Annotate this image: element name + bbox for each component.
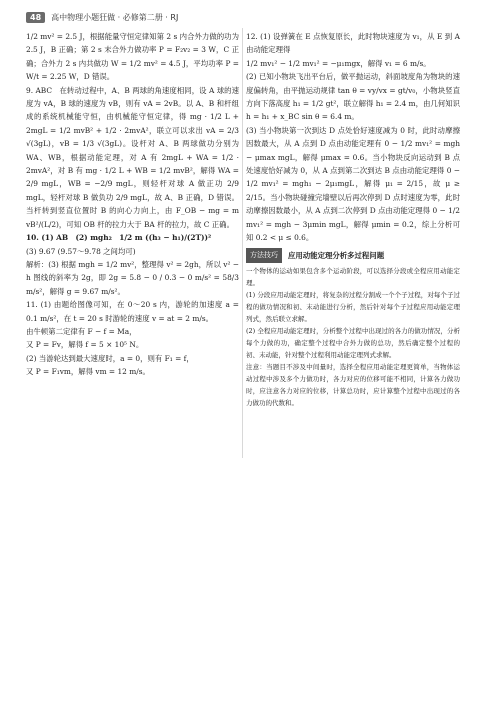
tip-paragraph: (2) 全程应用动能定理时，分析整个过程中出现过的各力的做功情况，分析每个力做的功，确定整个过程中合外力做的总功，然后确定整个过程的初、末动能，针对整个过程利用动能定理列式求解。: [246, 326, 460, 359]
method-tip-header: [246, 248, 460, 263]
book-title: 高中物理小题狂做 · 必修第二册 · RJ: [51, 13, 179, 22]
answer-11-line: 由牛顿第二定律有 F − f = Ma，: [26, 326, 137, 336]
right-column: [246, 30, 460, 409]
method-tip-badge: 方法技巧: [246, 248, 282, 263]
tip-paragraph: 一个物体的运动如果包含多个运动阶段，可以选择分段或全程应用动能定理。: [246, 266, 460, 287]
answer-8-cont: 1/2 mv² = 2.5 J，根据能量守恒定律知第 2 s 内合外力做的功为 2.5 J，B 正确；第 2 s 末合外力做功率 P = F₂v₂ = 3 W，C 正确；合外力 2 s 内共做功 W = 1/2 mv² = 4.5 J，平均功率 P = W/t = 2.25 W，D 错误。: [26, 32, 239, 82]
page-number: 48: [26, 12, 45, 23]
left-column: [26, 30, 239, 379]
page-header: [26, 12, 178, 23]
answer-11-2: (2) 当游轮达到最大速度时，a = 0，则有 F₁ = f，: [26, 353, 194, 363]
answer-12-eq: 1/2 mv₁² − 1/2 mv₁² = −μ₁mgx，解得 v₁ = 6 m/s。: [246, 58, 431, 68]
method-tip-title: 应用动能定理分析多过程问题: [288, 250, 385, 260]
tip-paragraph: 注意：当题目不涉及中间量时，选择全程应用动能定理更简单，当物体运动过程中涉及多个力做功时，各力对应的位移可能不相同，计算各力做功时，应注意各力对应的位移，计算总功时，应计算整个过程中出现过的各力做功的代数和。: [246, 362, 460, 407]
answer-10-3: (3) 9.67 (9.57～9.78 之间均可): [26, 246, 136, 256]
answer-12-2: (2) 已知小物块飞出平台后，做平抛运动，斜面坡度角为物块的速度偏转角，由平抛运动规律 tan θ = vy/vx = gt/v₀，小物块竖直方向下落高度 h₁ = 1/2 gt²，联立解得 h₁ = 2.4 m，由几何知识 h = h₁ + x_BC sin θ = 6.4 m。: [246, 72, 460, 122]
answer-10-analysis: 解析：(3) 根据 mgh = 1/2 mv²，整理得 v² = 2gh，所以 v² − h 图线的斜率为 2g，即 2g = 5.8 − 0 / 0.3 − 0 m/s² = 58/3 m/s²，解得 g = 9.67 m/s²。: [26, 259, 239, 296]
answer-11-line: 又 P = F₁vm，解得 vm = 12 m/s。: [26, 367, 150, 377]
answer-12-1: 12. (1) 设弹簧在 E 点恢复原长，此时物块速度为 v₁，从 E 到 A 由动能定理得: [246, 32, 460, 55]
column-divider: [242, 28, 243, 458]
answer-10: 10. (1) AB (2) mgh₂ 1/2 m ((h₃ − h₁)/(2T))²: [26, 233, 212, 243]
tip-paragraph: (1) 分段应用动能定理时，将复杂的过程分割成一个个子过程，对每个子过程的做功情况和初、末动能进行分析，然后针对每个子过程应用动能定理列式，然后联立求解。: [246, 290, 460, 323]
answer-11-1: 11. (1) 由题给图像可知，在 0～20 s 内，游轮的加速度 a = 0.1 m/s²，在 t = 20 s 时游轮的速度 v = at = 2 m/s。: [26, 300, 239, 323]
answer-11-line: 又 P = Fv，解得 f = 5 × 10⁵ N。: [26, 340, 144, 350]
answer-12-3: (3) 当小物块第一次到达 D 点处恰好速度减为 0 时，此时动摩擦因数最大，从 A 点到 D 点由动能定理有 0 − 1/2 mv₁² = mgh − μmax mgL，解得 μmax = 0.6。当小物块反向运动到 B 点处速度恰好减为 0，从 A 点到第二次到达 B 点由动能定理得 0 − 1/2 mv₁² = mgh₁ − 2μ₁mgL，解得 μ₁ = 2/15，故 μ ≥ 2/15。当小物块碰撞完墙壁以后再次停到 D 点时速度为零，此时动摩擦因数最小，从 A 点到二次停到 D 点由动能定理得 0 − 1/2 mv₁² = mgh − 3μmin mgL，解得 μmin = 0.2，综上分析可知 0.2 < μ ≤ 0.6。: [246, 125, 460, 243]
answer-9: 9. ABC 在转动过程中，A、B 两球的角速度相同，设 A 球的速度为 vA，B 球的速度为 vB，则有 vA = 2vB。以 A、B 和杆组成的系统机械能守恒，由机械能守恒定律，得 mg · 1/2 L + 2mgL = 1/2 mvB² + 1/2 · 2mvA²，联立可以求出 vA = 2/3 √(3gL)，vB = 1/3 √(3gL)。设杆对 A、B 两球做功分别为 WA、WB，根据动能定理，对 A 有 2mgL + WA = 1/2 · 2mvA²，对 B 有 mg · 1/2 L + WB = 1/2 mvB²，解得 WA = 2/9 mgL，WB = −2/9 mgL，则轻杆对球 A 做正功 2/9 mgL，轻杆对球 B 做负功 2/9 mgL，故 A、B 正确，D 错误。当杆转到竖直位置时 B 的向心力向上，由 F_OB − mg = m vB²/(L/2)，可知 OB 杆的拉力大于 BA 杆的拉力，故 C 正确。: [26, 85, 239, 229]
